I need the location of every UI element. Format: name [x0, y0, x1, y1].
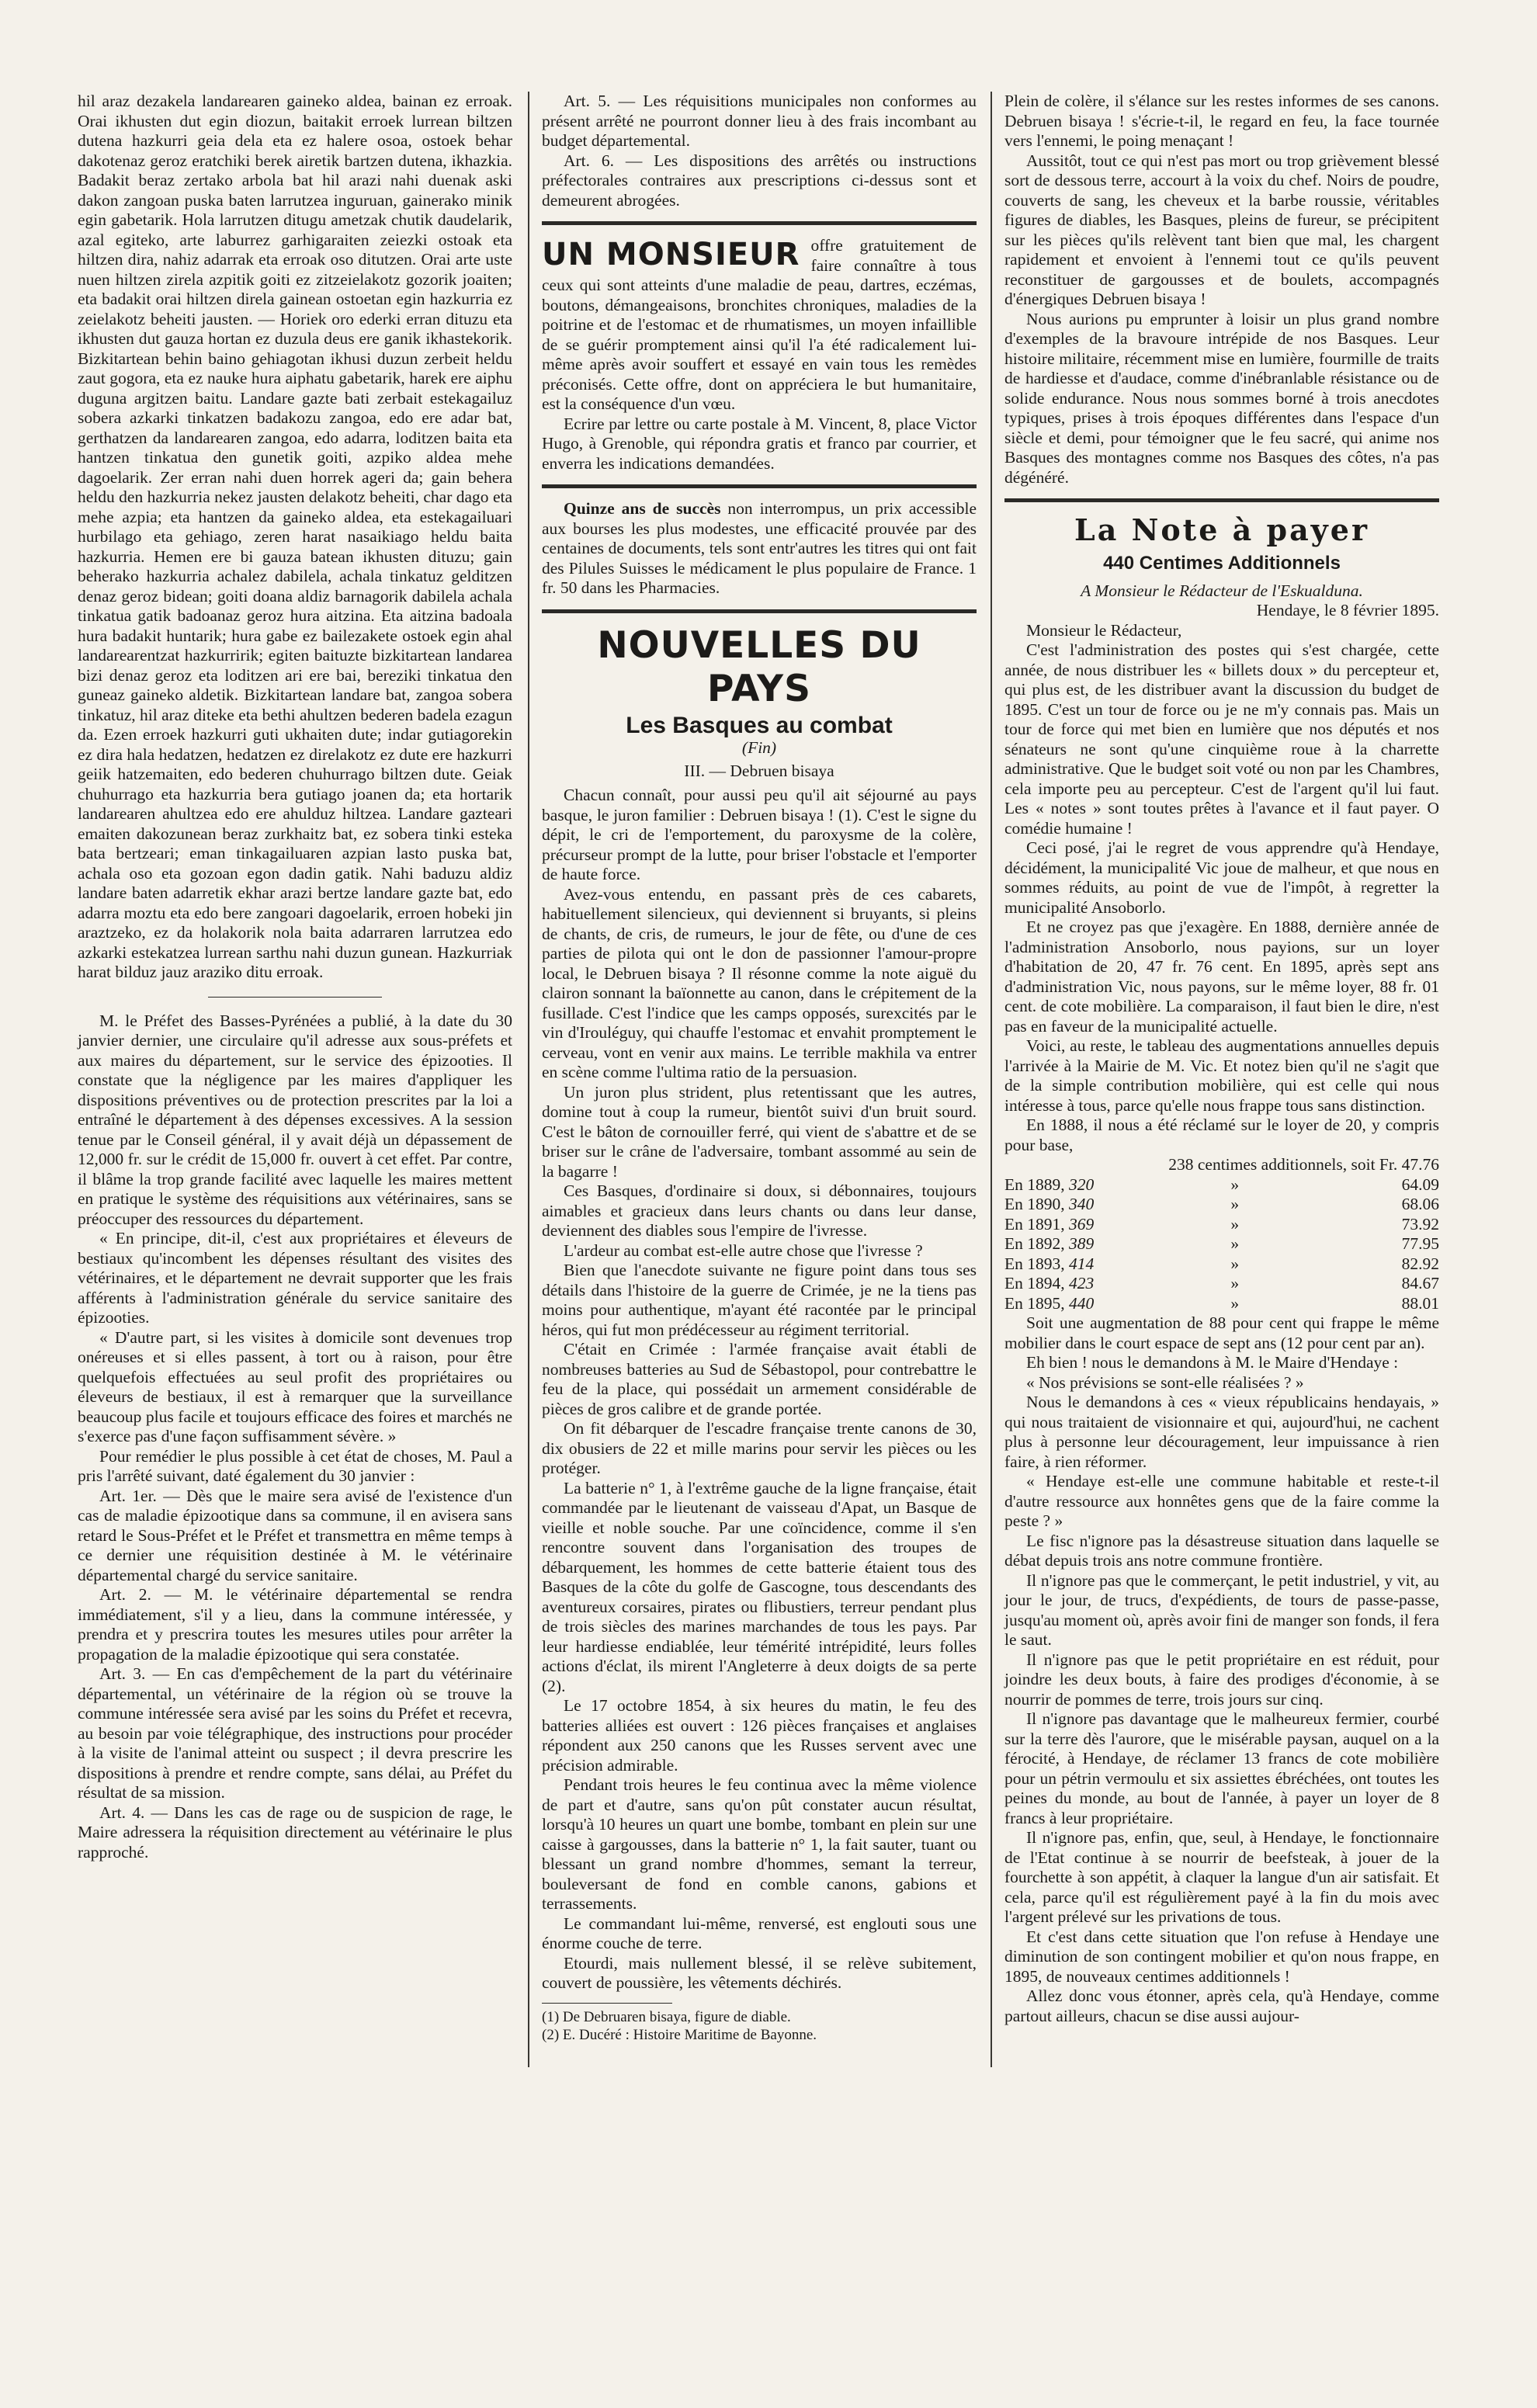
basques-paragraph-2: Avez-vous entendu, en passant près de ces cabarets, habituellement silencieux, qui deviennent si bruyants, si pleins de chants, de cris, de rumeurs, le jour de fête, ou d'une de ces parties de pilota qui ont le don de passionner l'amour-propre local, le Debruen bisaya ? Il résonne comme la note aiguë du clairon sonnant la baïonnette au canon, dans le crépitement de la fusillade. C'est l'indice que les camps opposés, surexcités par le vin d'Irouléguy, qui chauffe l'estomac et envahit promptement le cerveau, vont en venir aux mains. Le terrible makhila va entrer en scène comme l'ultima ratio de la persuasion.	[542, 884, 977, 1081]
article-1: Art. 1er. — Dès que le maire sera avisé de l'existence d'un cas de maladie épizootique dans sa commune, il en avisera sans retard le Sous-Préfet et le Préfet et transmettra en même temps à ce dernier une réquisition destinée à M. le vétérinaire départemental chargé du service sanitaire.	[78, 1486, 512, 1584]
rate-row	[1004, 1274, 1439, 1294]
rate-value: 88.01	[1401, 1293, 1439, 1313]
article-separator	[208, 997, 382, 998]
letter-paragraph-4: Voici, au reste, le tableau des augmentations annuelles depuis l'arrivée à la Mairie de M. Vic. Et notez bien qu'il ne s'agit que de la simple contribution mobilière, qui est celle qui nous intéresse à tous, parce qu'elle nous frappe tous sans distinction.	[1004, 1036, 1439, 1115]
article-5: Art. 5. — Les réquisitions municipales non conformes au présent arrêté ne pourront donner lieu à des frais incombant au budget départemental.	[542, 92, 977, 150]
rate-year-label: En 1892,	[1004, 1234, 1070, 1253]
rate-year	[1004, 1294, 1170, 1314]
letter-paragraph-7: Eh bien ! nous le demandons à M. le Maire d'Hendaye :	[1026, 1353, 1399, 1372]
rate-centimes: 440	[1069, 1293, 1095, 1313]
column-rule-right	[991, 92, 992, 2067]
footnote-2: (2) E. Ducéré : Histoire Maritime de Bayonne.	[542, 2026, 817, 2043]
continued-paragraph-1: Plein de colère, il s'élance sur les restes informes de ses canons. Debruen bisaya ! s'écrie-t-il, le regard en feu, la face tournée vers l'ennemi, le poing menaçant !	[1004, 92, 1439, 150]
letter-paragraph-2: Ceci posé, j'ai le regret de vous apprendre qu'à Hendaye, décidément, la municipalité Vic joue de malheur, et que nous en sommes réduits, au point de vue de l'impôt, à regretter la municipalité Ansoborlo.	[1004, 838, 1439, 917]
ad-text-2: Ecrire par lettre ou carte postale à M. Vincent, 8, place Victor Hugo, à Grenoble, qui répondra gratis et franco par courrier, et enverra les indications demandées.	[542, 414, 977, 473]
column-rule-left	[528, 92, 529, 2067]
letter-paragraph-11: Le fisc n'ignore pas la désastreuse situation dans laquelle se débat depuis trois ans notre commune frontière.	[1004, 1531, 1439, 1570]
footnotes	[542, 2008, 977, 2044]
footnote-rule	[542, 2003, 672, 2004]
article-4: Art. 4. — Dans les cas de rage ou de suspicion de rage, le Maire adressera la réquisition directement au vétérinaire le plus rapproché.	[78, 1803, 512, 1862]
rate-mark: »	[1230, 1274, 1240, 1292]
letter-paragraph-14: Il n'ignore pas davantage que le malheureux fermier, courbé sur la terre dès l'aurore, que le misérable paysan, auquel on a la férocité, à Hendaye, de réclamer 13 francs de cote mobilière pour un pétrin vermoulu et six assiettes ébréchées, ont toutes les peines du monde, au bout de l'année, à payer un loyer de 8 francs à leur propriétaire.	[1004, 1709, 1439, 1827]
rate-mark: »	[1230, 1234, 1240, 1253]
letter-salutation: Monsieur le Rédacteur,	[1026, 620, 1182, 640]
column-2	[542, 92, 977, 2044]
basques-paragraph-8: On fit débarquer de l'escadre française trente canons de 30, dix obusiers de 22 et mille marins pour servir les pièces ou les protéger.	[542, 1419, 977, 1477]
rate-centimes: 414	[1069, 1254, 1095, 1273]
rate-row	[1004, 1175, 1439, 1195]
prefet-paragraph-2: « En principe, dit-il, c'est aux propriétaires et éleveurs de bestiaux qu'incombent les dépenses résultant des visites des vétérinaires, et le département ne devrait supporter que les frais afférents à l'administration générale du service sanitaire des épizooties.	[78, 1229, 512, 1327]
rate-row	[1004, 1195, 1439, 1215]
rate-year	[1004, 1274, 1170, 1294]
rate-year-label: En 1893,	[1004, 1254, 1070, 1273]
rate-value: 68.06	[1401, 1195, 1439, 1213]
rate-year	[1004, 1175, 1170, 1195]
basques-paragraph-4: Ces Basques, d'ordinaire si doux, si débonnaires, toujours aimables et gracieux dans leurs chants ou dans leur danse, deviennent des diables sous l'empire de l'ivresse.	[542, 1181, 977, 1240]
rate-year-label: En 1890,	[1004, 1195, 1070, 1213]
prefet-paragraph-3: « D'autre part, si les visites à domicile sont devenues trop onéreuses et si elles passent, à tort ou à raison, pour être quelquefois effectuées au seul profit des propriétaires ou éleveurs de bestiaux, il est à remarquer que la surveillance beaucoup plus facile et toujours efficace des foires et marchés ne s'exerce pas d'une façon suffisamment sévère. »	[78, 1327, 512, 1445]
rate-row	[1004, 1234, 1439, 1254]
continued-paragraph-3: Nous aurions pu emprunter à loisir un plus grand nombre d'exemples de la bravoure intrépide de nos Basques. Leur histoire militaire, récemment mise en lumière, fourmille de traits de hardiesse et d'audace, comme d'inébranlable résistance ou de solide endurance. Nous nous sommes borné à trois anecdotes typiques, prises à trois époques différentes dans l'espace d'un siècle et demi, pour témoigner que le feu sacré, qui anime nos Basques des montagnes comme nos Basques des côtes, n'a pas dégénéré.	[1004, 309, 1439, 487]
basques-paragraph-5: L'ardeur au combat est-elle autre chose que l'ivresse ?	[564, 1240, 923, 1260]
rate-mark: »	[1230, 1293, 1240, 1313]
basques-paragraph-13: Etourdi, mais nullement blessé, il se relève subitement, couvert de poussière, les vêtements déchirés.	[542, 1953, 977, 1992]
rate-year-label: En 1895,	[1004, 1293, 1070, 1313]
section-title: NOUVELLES DU PAYS	[597, 623, 921, 710]
rate-centimes: 340	[1069, 1195, 1095, 1213]
rate-row	[1004, 1215, 1439, 1235]
rate-mark: »	[1230, 1254, 1240, 1273]
rate-row	[1004, 1254, 1439, 1275]
note-subtitle: 440 Centimes Additionnels	[1103, 553, 1341, 574]
section-rule	[542, 609, 977, 613]
letter-paragraph-8: « Nos prévisions se sont-elle réalisées ? »	[1026, 1372, 1304, 1392]
letter-paragraph-1: C'est l'administration des postes qui s'est chargée, cette année, de nous distribuer les « billets doux » du percepteur et, qui plus est, de les distribuer avant la discussion du budget de 1895. C'est un tour de force ou je ne m'y connais pas. Mais un tour de force qui met bien en lumière que nos députés et nos sénateurs ne sont qu'une cinquième roue à la charrette administrative. Que le budget soit voté ou non par les Chambres, cela importe peu au percepteur. C'est de l'argent qu'il lui faut. Les « notes » sont toutes prêtes à l'avance et il faut payer. O comédie humaine !	[1004, 640, 1439, 838]
rate-centimes: 320	[1069, 1175, 1095, 1194]
monsieur-ad	[542, 236, 977, 474]
letter-paragraph-16: Et c'est dans cette situation que l'on refuse à Hendaye une diminution de son contingent mobilier et qu'on nous frappe, en 1895, de nouveaux centimes additionnels !	[1004, 1927, 1439, 1986]
rate-year	[1004, 1254, 1170, 1275]
column-1	[78, 92, 512, 1862]
ad-bottom-rule	[542, 484, 977, 488]
article-title: Les Basques au combat	[626, 712, 893, 738]
rate-year	[1004, 1195, 1170, 1215]
letter-paragraph-13: Il n'ignore pas que le petit propriétaire en est réduit, pour joindre les deux bouts, à faire des prodiges d'économie, à se nourrir de pommes de terre, trois jours sur cinq.	[1004, 1650, 1439, 1709]
article-2: Art. 2. — M. le vétérinaire départemental se rendra immédiatement, s'il y a lieu, dans la commune intéressée, y prendra et y prescrira toutes les mesures utiles pour arrêter la propagation de la maladie épizootique qui sera constatée.	[78, 1585, 512, 1664]
column-3	[1004, 92, 1439, 2026]
article-fin: (Fin)	[741, 738, 777, 757]
continued-paragraph-2: Aussitôt, tout ce qui n'est pas mort ou trop grièvement blessé sort de dessous terre, accourt à la voix du chef. Noirs de poudre, couverts de sang, les cheveux et la barbe roussie, véritables figures de diables, les Basques, pleins de fureur, se précipitent sur les pièces qu'ils relèvent tant bien que mal, les chargent rapidement et envoient à l'ennemi tout ce qu'ils peuvent reconstituer de gargousses et de boulets, accompagnés d'énergiques Debruen bisaya !	[1004, 151, 1439, 308]
basques-paragraph-12: Le commandant lui-même, renversé, est englouti sous une énorme couche de terre.	[542, 1914, 977, 1952]
rate-value: 77.95	[1401, 1234, 1439, 1253]
rate-year	[1004, 1215, 1170, 1235]
ad-text: offre gratuitement de faire connaître à tous ceux qui sont atteints d'une maladie de peau, dartres, eczémas, boutons, démangeaisons, bronchites chroniques, maladies de la poitrine et de l'estomac et de rhumatismes, un moyen infaillible de se guérir promptement ainsi qu'il l'a été radicalement lui-même après avoir souffert et essayé en vain tous les remèdes préconisés. Cette offre, dont on appréciera le but humanitaire, est la conséquence d'un vœu.	[542, 236, 977, 413]
prefet-paragraph-1: M. le Préfet des Basses-Pyrénées a publié, à la date du 30 janvier dernier, une circulaire qu'il adresse aux sous-préfets et aux maires du département, sur le service des épizooties. Il constate que la négligence par les maires d'appliquer les dispositions préventives ou de protection prescrites par la loi a entraîné le département à des dépenses excessives. A la session tenue par le Conseil général, il y avait déjà un dépassement de 12,000 fr. sur le crédit de 15,000 fr. ouvert à cet effet. Par contre, il blâme la trop grande facilité avec laquelle les maires mettent en pratique le système des réquisitions aux vétérinaires, sans se préoccuper des ressources du département.	[78, 1011, 512, 1228]
rate-value: 64.09	[1401, 1175, 1439, 1194]
base-line: 238 centimes additionnels, soit Fr. 47.76	[1168, 1155, 1439, 1174]
letter-paragraph-5: En 1888, il nous a été réclamé sur le loyer de 20, y compris pour base,	[1004, 1116, 1439, 1154]
rate-centimes: 423	[1069, 1274, 1095, 1292]
rate-mark: »	[1230, 1214, 1240, 1233]
rate-year-label: En 1889,	[1004, 1175, 1070, 1194]
footnote-1: (1) De Debruaren bisaya, figure de diable.	[542, 2008, 791, 2025]
basques-paragraph-11: Pendant trois heures le feu continua avec la même violence de part et d'autre, sans qu'on pût constater aucun résultat, lorsqu'à 10 heures un quart une bombe, tombant en plein sur une caisse à gargousses, dans la batterie n° 1, la fait sauter, tuant ou blessant un grand nombre d'hommes, semant la terreur, bouleversant de fond en comble canons, gabions et terrassements.	[542, 1775, 977, 1913]
rate-value: 84.67	[1401, 1274, 1439, 1292]
rate-row	[1004, 1294, 1439, 1314]
letter-address: A Monsieur le Rédacteur de l'Eskualduna.	[1081, 581, 1363, 600]
basques-paragraph-10: Le 17 octobre 1854, à six heures du matin, le feu des batteries alliées est ouvert : 126 pièces françaises et anglaises répondent aux 250 canons que les Russes servent avec une précision admirable.	[542, 1696, 977, 1775]
rates-table	[1004, 1175, 1439, 1314]
basques-paragraph-6: Bien que l'anecdote suivante ne figure point dans tous ses détails dans l'histoire de la guerre de Crimée, je ne la tiens pas moins pour authentique, m'ayant été racontée par le principal héros, qui fut mon prédécesseur au régiment territorial.	[542, 1261, 977, 1339]
ad-title: UN MONSIEUR	[542, 237, 800, 272]
letter-paragraph-3: Et ne croyez pas que j'exagère. En 1888, dernière année de l'administration Ansoborlo, nous payions, sur un loyer d'habitation de 20, 47 fr. 76 cent. En 1895, après sept ans d'administration Vic, nous payons, sur le même loyer, 88 fr. 01 cent. de cote mobilière. La comparaison, il faut bien le dire, n'est pas en faveur de la municipalité actuelle.	[1004, 918, 1439, 1036]
pilules-lead: Quinze ans de succès	[564, 499, 721, 518]
basque-text: hil araz dezakela landarearen gaineko aldea, bainan ez erroak. Orai ikhusten dut egin diozun, baitakit erroek lurrean biltzen dutena hazkurri geia dela eta ez halere osoa, ostoek behar dakotenaz geroz eratchiki berek airetik bartzen dutena, ikhazkia. Badakit beraz zertako arbola bat hil arazi nahi duenak aski dakon zangoan puska baten larrutzea inguruan, gainerako minik egin gabetarik. Hola larrutzen ditugu ametzak chutik daudelarik, azal egiteko, arte laburrez garhigaraiten zeiezki ostoak eta hiltzen dira, nahiz adarrak eta erroak oso ditutzen. Orai arte uste nuen hiltzen zirela azpitik goiti ez zitzeielakotz gozorik joaiten; eta badakit orai hiltzen direla gainean ostoetan egin hazkurria ez zeielakotz beheiti jausten. — Horiek oro ederki erran dituzu eta ikhusten dut gauza hortan ez duzula deus ere ganik ikhastekorik. Bizkitartean behin baino gehiagotan ikhusi duzun zerbeit heldu zaut gogora, eta ez nauke hura aiphatu gabetarik, harek ere aiphu duguna argitzen baitu. Landare gazte bati zerbait estekagailuz sobera azkarki tinkatzen badakozu zangoa, edo ere adar bat, gerthatzen da landarearen zangoa, edo adarra, loditzen baita eta hantzen tinkatua den gunetik goiti, azpiko aldea mehe dagoelarik. Zer erran nahi duen horrek ageri da; gain behera heldu den hazkurria nekez jausten delakotz beheiti, char dago eta mehe azpia; eta hantzen da gaineko aldea, eta estekagailuari hurbilago eta gehiago, zeren harat nasaikiago heldu baita hazkurria. Hemen ere bi gauza batean ikhusten dituzu; gain beherako hazkurria achalez dabilela, achala tinkatuz gelditzen denaz geroz bidean; goiti doana aldiz barnagorik dabilela achala tinkatua gatik badoanaz geroz hura aitzina. Eta aitzina badoala hura badakit huntarik; hura gabe ez bailezakete ostoek egin ahal landarearentzat hazkurririk; egiten baituzte bizkitartean landarea bizi denaz geroz eta loditzen ari ere bai, bereziki tinkatua den guneaz gaineko aldetik. Bizkitartean landare bat, zangoa sobera tinkatuz, hil araz diteke eta bethi ahultzen bederen badela ezagun da. Ezen erroek hazkurri guti ukhaiten dute; indar gutiagorekin ez dira hala hedatzen, hedatzen ez direlakotz ez dute ere hazkurri geiik hatzemaiten, edo bederen chuhurrago biltzen dute. Geiak chuhurrago eta hazkurria bera gutiago joanen da; eta hortarik landarearen ahultzea edo ere ahulduz hiltzea. Landare gazteari emaiten dakozunean beraz zurkhaitz bat, ez sobera tinki esteka bata bertzeari; eman tinkagailuaren azpian lasto puska bat, achala oso eta gozoan egon dadin gatik. Nahi baduzu aldiz landare baten adarretik ekhar arazi bertze landare gazte bat, edo adarra moztu eta edo bere zangoari dagoelarik, erroen hobeki jin araztzeko, ez da holakorik nola baita adarraren larrutzea edo azkarki estekatzea lurrean sarthu nahi duzun gunean. Hazkurriak harat bilduz jauz araziko ditu erroak.	[78, 92, 512, 981]
letter-date: Hendaye, le 8 février 1895.	[1256, 601, 1439, 619]
rate-year	[1004, 1234, 1170, 1254]
pilules-ad	[542, 499, 977, 599]
rate-value: 73.92	[1401, 1214, 1439, 1233]
article-3: Art. 3. — En cas d'empêchement de la part du vétérinaire départemental, un vétérinaire de la région où se trouve la commune intéressée sera avisé par les soins du Préfet et recevra, au besoin par voie télégraphique, des instructions pour procéder à la visite de l'animal atteint ou suspect ; il devra prescrire les dispositions à prendre et rendre compte, sans délai, au Préfet du résultat de sa mission.	[78, 1664, 512, 1802]
basques-paragraph-3: Un juron plus strident, plus retentissant que les autres, domine tout à coup la rumeur, bientôt suivi d'un bruit sourd. C'est le bâton de cornouiller ferré, qui vient de s'abattre et de se briser sur le crâne de l'adversaire, tombant assommé au sein de la bagarre !	[542, 1082, 977, 1181]
rate-year-label: En 1894,	[1004, 1274, 1070, 1292]
basques-paragraph-1: Chacun connaît, pour aussi peu qu'il ait séjourné au pays basque, le juron familier : Debruen bisaya ! (1). C'est le signe du dépit, le cri de l'emportement, du paroxysme de la colère, précurseur prompt de la lutte, pour briser l'obstacle et l'emporter de haute force.	[542, 786, 977, 883]
letter-paragraph-9: Nous le demandons à ces « vieux républicains hendayais, » qui nous traitaient de visionnaire et qui, aujourd'hui, ne cachent plus à personne leur découragement, leur impuissance à rien faire, à rien réformer.	[1004, 1393, 1439, 1471]
rate-centimes: 369	[1069, 1214, 1095, 1233]
basques-paragraph-9: La batterie n° 1, à l'extrême gauche de la ligne française, était commandée par le lieutenant de vaisseau d'Apat, un Basque de vieille et noble souche. Par une coïncidence, comme il s'en rencontre souvent dans l'organisation des troupes de débarquement, les hommes de cette batterie étaient tous des Basques de la côte du golfe de Gascogne, tous descendants des aventureux corsaires, pirates ou flibustiers, terreur pendant plus de trois siècles des marines marchandes de tous les pays. Par leur hardiesse endiablée, leur témérité intrépidité, leurs folles actions d'éclat, ils mirent l'Angleterre à deux doigts de sa perte (2).	[542, 1478, 977, 1695]
rate-value: 82.92	[1401, 1254, 1439, 1273]
letter-paragraph-17: Allez donc vous étonner, après cela, qu'à Hendaye, comme partout ailleurs, chacun se dise aussi aujour-	[1004, 1986, 1439, 2025]
letter-paragraph-12: Il n'ignore pas que le commerçant, le petit industriel, y vit, au jour le jour, de trucs, d'expédients, de tours de passe-passe, jusqu'au moment où, après avoir fini de manger son fonds, il fera le saut.	[1004, 1570, 1439, 1649]
pilules-text: non interrompus, un prix accessible aux bourses les plus modestes, une efficacité prouvée par des centaines de documents, tels sont entr'autres les titres qui ont fait des Pilules Suisses le médicament le plus populaire de France. 1 fr. 50 dans les Pharmacies.	[542, 499, 977, 597]
rate-year-label: En 1891,	[1004, 1214, 1070, 1233]
letter-paragraph-15: Il n'ignore pas, enfin, que, seul, à Hendaye, le fonctionnaire de l'Etat continue à se nourrir de beefsteak, à jouer de la fourchette à son appétit, à claquer la langue d'un air satisfait. Et cela, parce qu'il est régulièrement payé à la fin du mois avec l'argent prélevé sur les privations de tous.	[1004, 1828, 1439, 1926]
rate-mark: »	[1230, 1195, 1240, 1213]
ad-top-rule	[542, 221, 977, 225]
rate-mark: »	[1230, 1175, 1240, 1194]
rate-centimes: 389	[1069, 1234, 1095, 1253]
note-top-rule	[1004, 498, 1439, 502]
letter-paragraph-10: « Hendaye est-elle une commune habitable et reste-t-il d'autre ressource aux honnêtes gens que de la faire comme la peste ? »	[1004, 1472, 1439, 1530]
article-6: Art. 6. — Les dispositions des arrêtés ou instructions préfectorales contraires aux prescriptions ci-dessus sont et demeurent abrogées.	[542, 151, 977, 210]
prefet-paragraph-4: Pour remédier le plus possible à cet état de choses, M. Paul a pris l'arrêté suivant, daté également du 30 janvier :	[78, 1446, 512, 1485]
letter-paragraph-6: Soit une augmentation de 88 pour cent qui frappe le même mobilier dans le court espace de sept ans (12 pour cent par an).	[1004, 1313, 1439, 1352]
article-part: III. — Debruen bisaya	[684, 761, 834, 780]
note-title: La Note à payer	[1074, 512, 1369, 547]
basques-paragraph-7: C'était en Crimée : l'armée française avait établi de nombreuses batteries au Sud de Sébastopol, pour contrebattre le feu de la place, qui possédait un armement considérable de pièces de gros calibre et de grande portée.	[542, 1340, 977, 1418]
